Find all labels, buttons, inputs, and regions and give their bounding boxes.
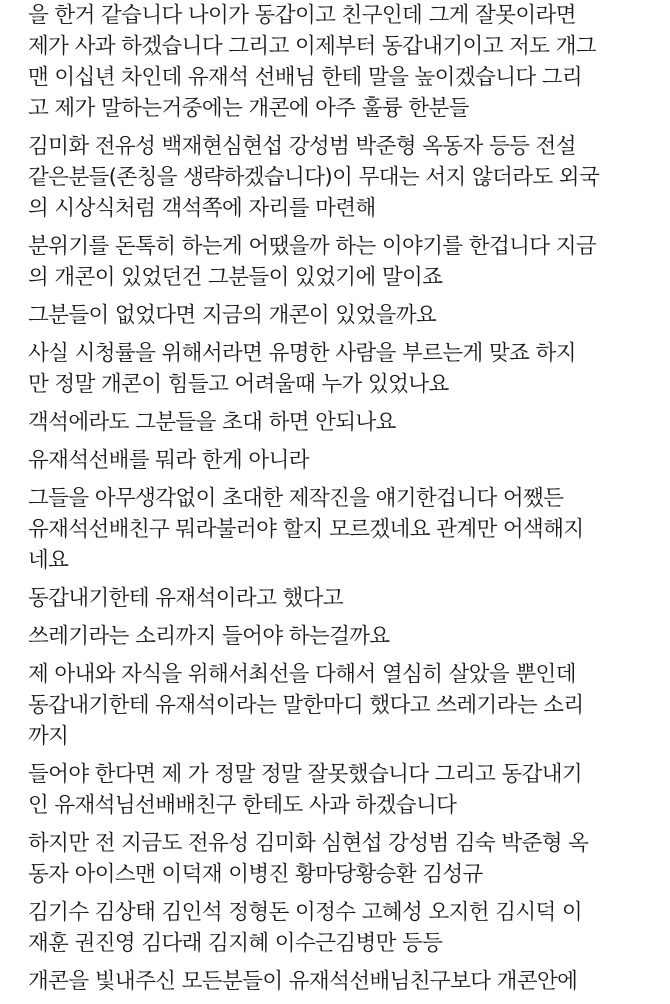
paragraph [28,131,668,224]
text-line: 동갑내기한테 유재석이라는 말한마디 했다고 쓰레기라는 소리 [28,693,584,718]
text-line: 그분들이 없었다면 지금의 개콘이 있었을까요 [28,303,437,328]
paragraph [28,300,668,331]
document-text [28,0,668,1004]
text-line: 하지만 전 지금도 전유성 김미화 심현섭 강성범 김숙 박준형 옥 [28,831,589,856]
text-line: 동자 아이스맨 이덕재 이병진 황마당황승환 김성규 [28,862,483,887]
text-line: 개콘을 빛내주신 모든분들이 유재석선배님친구보다 개콘안에 [28,969,578,994]
text-line: 제 아내와 자식을 위해서최선을 다해서 열심히 살았을 뿐인데 [28,662,576,687]
text-line: 분위기를 돈톡히 하는게 어땠을까 하는 이야기를 한겁니다 지금 [28,234,597,259]
text-line: 의 개콘이 있었던건 그분들이 있었기에 말이죠 [28,265,443,290]
text-line: 객석에라도 그분들을 초대 하면 안되나요 [28,410,396,435]
text-line: 까지 [28,724,69,749]
paragraph [28,338,668,400]
text-line: 김기수 김상태 김인석 정형돈 이정수 고혜성 오지헌 김시덕 이 [28,900,583,925]
text-line: 을 한거 같습니다 나이가 동갑이고 친구인데 그게 잘못이라면 [28,3,576,28]
text-line: 같은분들(존칭을 생략하겠습니다)이 무대는 서지 않더라도 외국 [28,165,600,190]
text-line: 네요 [28,548,69,573]
text-line: 제가 사과 하겠습니다 그리고 이제부터 동갑내기이고 저도 개그 [28,34,597,59]
paragraph [28,621,668,652]
paragraph [28,828,668,890]
text-line: 들어야 한다면 제 가 정말 정말 잘못했습니다 그리고 동갑내기 [28,762,583,787]
paragraph [28,659,668,752]
text-line: 만 정말 개콘이 힘들고 어려울때 누가 있었나요 [28,372,449,397]
text-line: 재훈 권진영 김다래 김지혜 이수근김병만 등등 [28,931,443,956]
text-line: 맨 이십년 차인데 유재석 선배님 한테 말을 높이겠습니다 그리 [28,65,583,90]
paragraph [28,445,668,476]
text-line: 그들을 아무생각없이 초대한 제작진을 얘기한겁니다 어쨌든 [28,486,564,511]
text-line: 유재석선배친구 뭐라불러야 할지 모르겠네요 관계만 어색해지 [28,517,584,542]
paragraph [28,483,668,576]
paragraph [28,966,668,997]
paragraph [28,583,668,614]
text-line: 사실 시청률을 위해서라면 유명한 사람을 부르는게 맞죠 하지 [28,341,576,366]
text-line: 유재석선배를 뭐라 한게 아니라 [28,448,309,473]
text-line: 쓰레기라는 소리까지 들어야 하는걸까요 [28,624,390,649]
text-line: 고 제가 말하는거중에는 개콘에 아주 훌륭 한분들 [28,96,469,121]
text-line: 의 시상식처럼 객석쪽에 자리를 마련해 [28,196,376,221]
paragraph [28,0,668,124]
paragraph [28,407,668,438]
text-line: 김미화 전유성 백재현심현섭 강성범 박준형 옥동자 등등 전설 [28,134,576,159]
text-line: 동갑내기한테 유재석이라고 했다고 [28,586,344,611]
paragraph [28,897,668,959]
text-line: 인 유재석님선배배친구 한테도 사과 하겠습니다 [28,793,457,818]
paragraph [28,759,668,821]
paragraph [28,231,668,293]
